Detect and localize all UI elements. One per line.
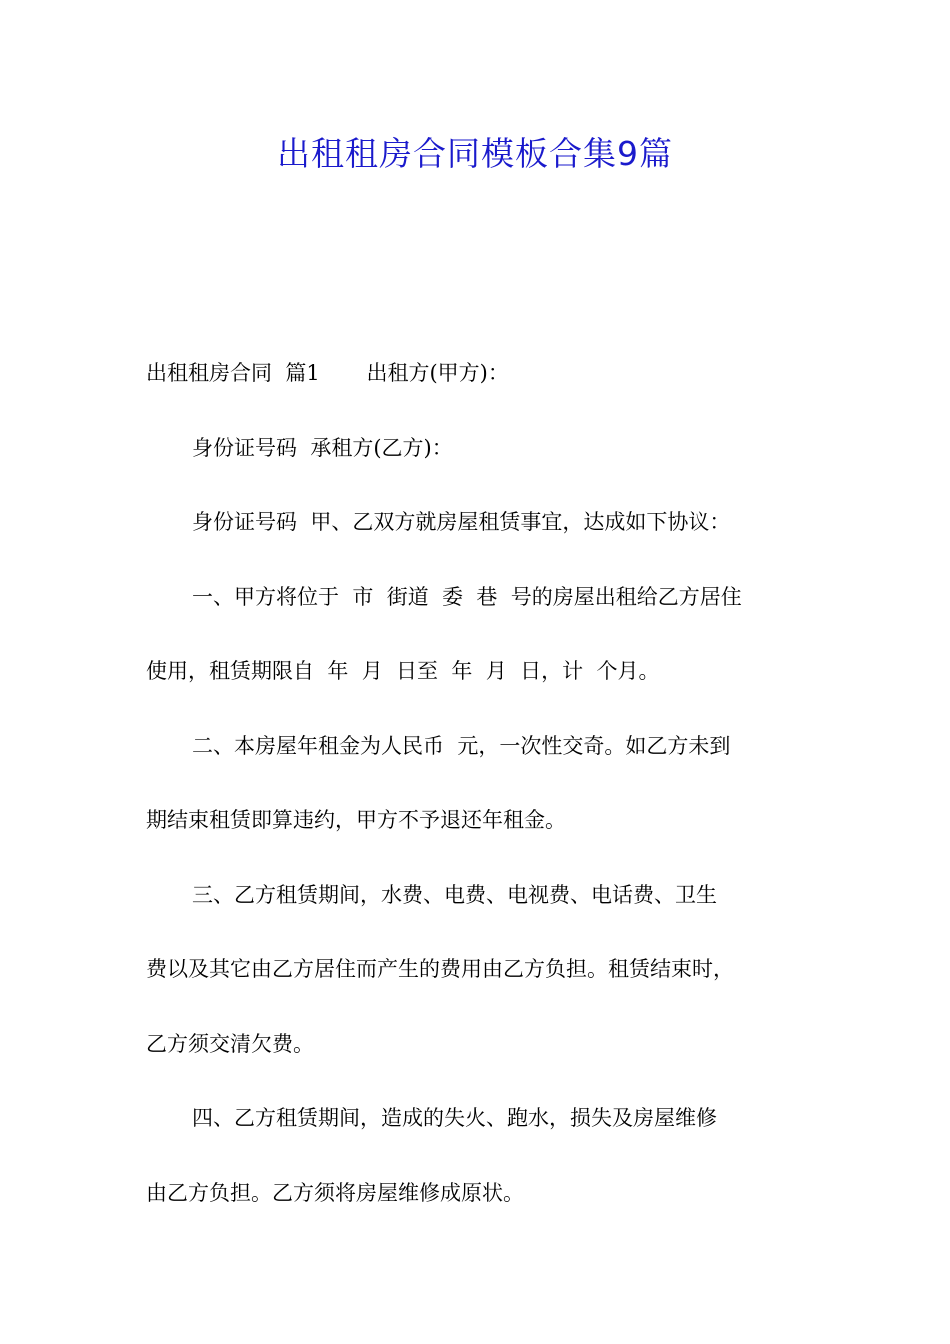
body-line: 身份证号码 承租方(乙方)： [192, 435, 453, 460]
body-line: 乙方须交清欠费。 [146, 1031, 314, 1056]
document-body [146, 336, 836, 1230]
body-line: 四、乙方租赁期间，造成的失火、跑水，损失及房屋维修 [192, 1106, 717, 1130]
body-line: 使用，租赁期限自 年 月 日至 年 月 日，计 个月。 [146, 659, 660, 683]
body-line: 由乙方负担。乙方须将房屋维修成原状。 [146, 1180, 524, 1205]
body-line: 出租租房合同 篇1 出租方(甲方)： [146, 361, 509, 385]
body-line: 二、本房屋年租金为人民币 元，一次性交奇。如乙方未到 [192, 733, 731, 758]
body-line: 期结束租赁即算违约，甲方不予退还年租金。 [146, 808, 566, 832]
body-line: 费以及其它由乙方居住而产生的费用由乙方负担。租赁结束时， [146, 957, 734, 981]
body-line: 身份证号码 甲、乙双方就房屋租赁事宜，达成如下协议： [192, 510, 731, 534]
document-title: 出租租房合同模板合集9篇 [277, 134, 673, 173]
body-line: 三、乙方租赁期间，水费、电费、电视费、电话费、卫生 [192, 882, 717, 907]
body-line: 一、甲方将位于 市 街道 委 巷 号的房屋出租给乙方居住 [192, 584, 742, 609]
